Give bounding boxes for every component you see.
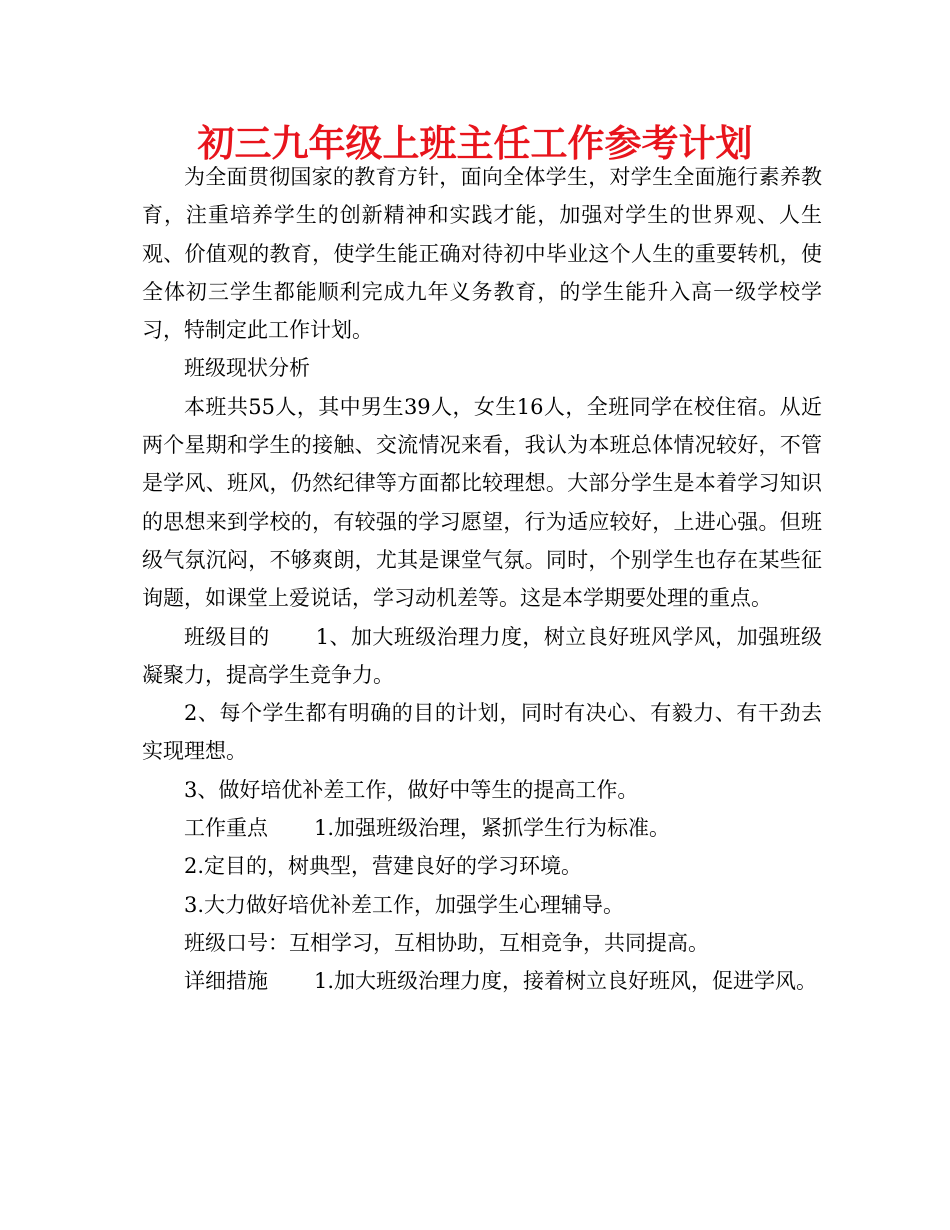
goals-paragraph	[142, 618, 822, 695]
status-paragraph: 本班共55人，其中男生39人，女生16人，全班同学在校住宿。从近两个星期和学生的接触、交流情况来看，我认为本班总体情况较好，不管是学风、班风，仍然纪律等方面都比较理想。大部分学生是本着学习知识的思想来到学校的，有较强的学习愿望，行为适应较好，上进心强。但班级气氛沉闷，不够爽朗，尤其是课堂气氛。同时，个别学生也存在某些征询题，如课堂上爱说话，学习动机差等。这是本学期要处理的重点。	[142, 394, 822, 611]
goals-heading: 班级目的	[184, 624, 270, 649]
measures-paragraph	[142, 962, 822, 1000]
goal-item: 3、做好培优补差工作，做好中等生的提高工作。	[184, 777, 639, 802]
section-heading-status: 班级现状分析	[184, 356, 310, 381]
focus-paragraph	[142, 809, 822, 847]
goals-text: 1、加大班级治理力度，树立良好班风学风，加强班级凝聚力，提高学生竞争力。	[142, 624, 823, 687]
focus-heading: 工作重点	[184, 816, 268, 841]
measures-text: 1.加大班级治理力度，接着树立良好班风，促进学风。	[314, 969, 818, 994]
focus-item: 3.大力做好培优补差工作，加强学生心理辅导。	[184, 892, 625, 917]
document-body	[142, 158, 822, 1001]
goal-item: 2、每个学生都有明确的目的计划，同时有决心、有毅力、有干劲去实现理想。	[142, 701, 822, 764]
measures-heading: 详细措施	[184, 969, 268, 994]
focus-item: 2.定目的，树典型，营建良好的学习环境。	[184, 854, 583, 879]
focus-text: 1.加强班级治理，紧抓学生行为标准。	[314, 816, 671, 841]
slogan-paragraph: 班级口号：互相学习，互相协助，互相竞争，共同提高。	[184, 930, 709, 955]
intro-paragraph: 为全面贯彻国家的教育方针，面向全体学生，对学生全面施行素养教育，注重培养学生的创新精神和实践才能，加强对学生的世界观、人生观、价值观的教育，使学生能正确对待初中毕业这个人生的重要转机，使全体初三学生都能顺利完成九年义务教育，的学生能升入高一级学校学习，特制定此工作计划。	[142, 165, 822, 343]
document-title: 初三九年级上班主任工作参考计划	[197, 122, 753, 165]
